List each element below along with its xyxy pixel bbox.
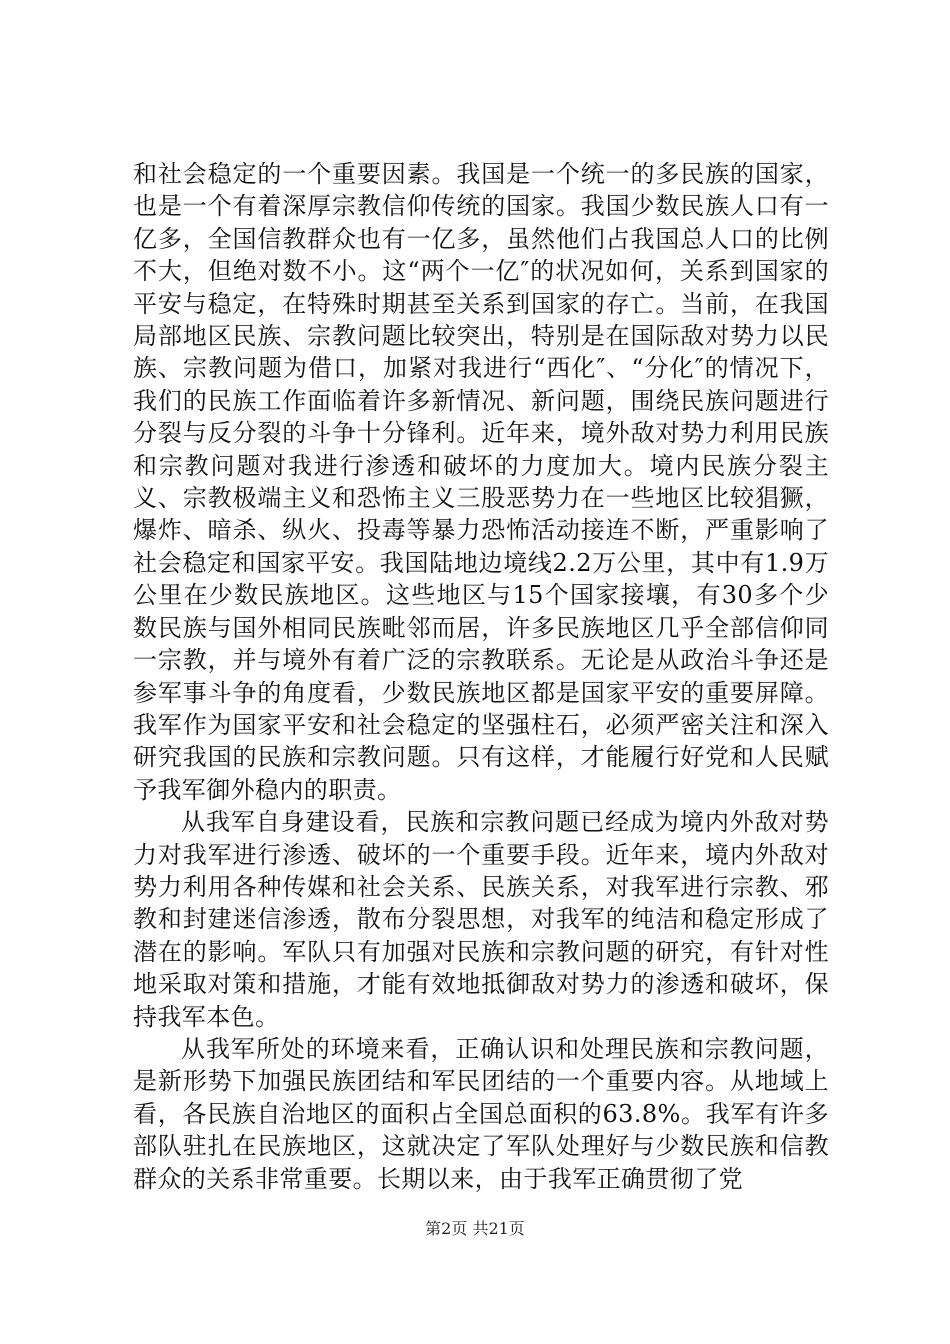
page-footer: 第2页 共21页 [425,1219,525,1238]
paragraph-2: 从我军自身建设看，民族和宗教问题已经成为境内外敌对势力对我军进行渗透、破坏的一个重要手段。近年来，境内外敌对势力利用各种传媒和社会关系、民族关系，对我军进行宗教、邪教和封建迷信渗透，散布分裂思想，对我军的纯洁和稳定形成了潜在的影响。军队只有加强对民族和宗教问题的研究，有针对性地采取对策和措施，才能有效地抵御敌对势力的渗透和破坏，保持我军本色。 [133,808,829,1031]
document-body [133,158,829,1195]
paragraph-1: 和社会稳定的一个重要因素。我国是一个统一的多民族的国家，也是一个有着深厚宗教信仰传统的国家。我国少数民族人口有一亿多，全国信教群众也有一亿多，虽然他们占我国总人口的比例不大，但绝对数不小。这“两个一亿″的状况如何，关系到国家的平安与稳定，在特殊时期甚至关系到国家的存亡。当前，在我国局部地区民族、宗教问题比较突出，特别是在国际敌对势力以民族、宗教问题为借口，加紧对我进行“西化″、“分化″的情况下，我们的民族工作面临着许多新情况、新问题，围绕民族问题进行分裂与反分裂的斗争十分锋利。近年来，境外敌对势力利用民族和宗教问题对我进行渗透和破坏的力度加大。境内民族分裂主义、宗教极端主义和恐怖主义三股恶势力在一些地区比较猖獗，爆炸、暗杀、纵火、投毒等暴力恐怖活动接连不断，严重影响了社会稳定和国家平安。我国陆地边境线2.2万公里，其中有1.9万公里在少数民族地区。这些地区与15个国家接壤，有30多个少数民族与国外相同民族毗邻而居，许多民族地区几乎全部信仰同一宗教，并与境外有着广泛的宗教联系。无论是从政治斗争还是参军事斗争的角度看，少数民族地区都是国家平安的重要屏障。我军作为国家平安和社会稳定的坚强柱石，必须严密关注和深入研究我国的民族和宗教问题。只有这样，才能履行好党和人民赋予我军御外稳内的职责。 [133,160,829,804]
paragraph-3: 从我军所处的环境来看，正确认识和处理民族和宗教问题，是新形势下加强民族团结和军民团结的一个重要内容。从地域上看，各民族自治地区的面积占全国总面积的63.8%。我军有许多部队驻扎在民族地区，这就决定了军队处理好与少数民族和信教群众的关系非常重要。长期以来，由于我军正确贯彻了党 [133,1034,829,1193]
